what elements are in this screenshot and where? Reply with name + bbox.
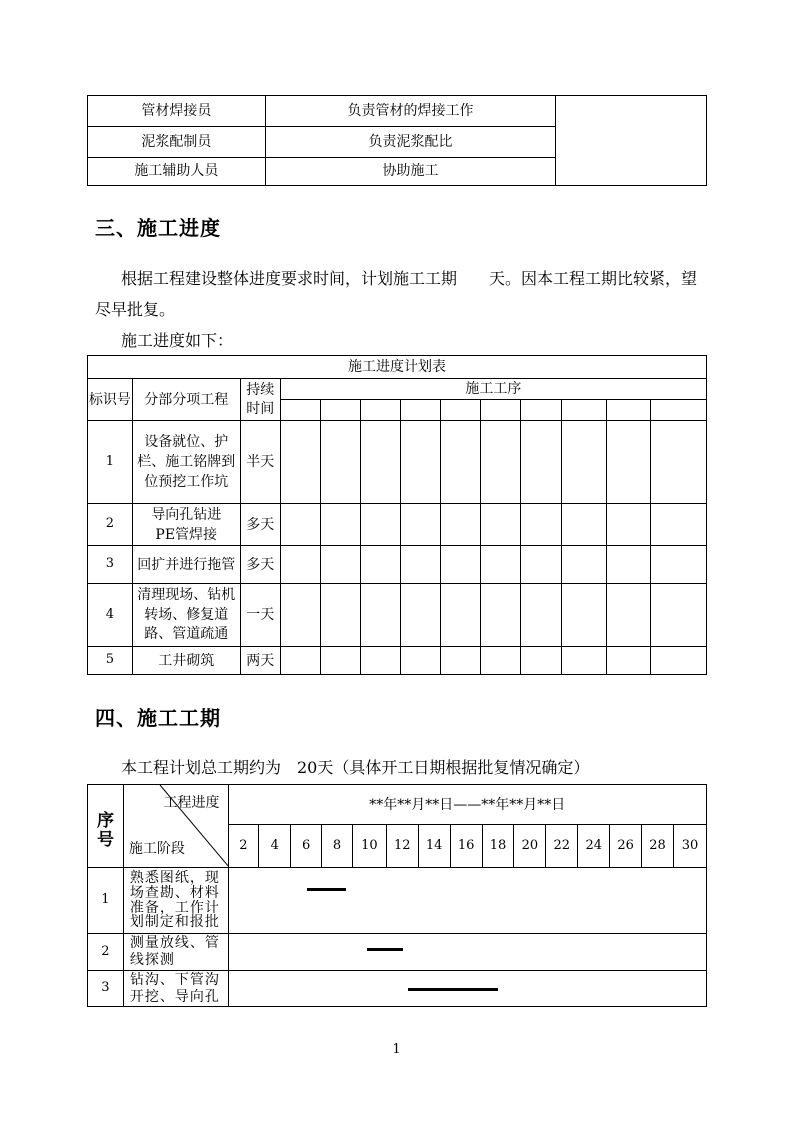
day-header-cell: 18 <box>482 825 514 868</box>
col-item-header: 分部分项工程 <box>132 379 240 421</box>
row-stage: 测量放线、管线探测 <box>123 934 228 971</box>
seq-header-text: 序号 <box>96 811 114 850</box>
gantt-bar-cell <box>228 934 707 971</box>
row-id: 2 <box>88 504 133 546</box>
seq-header <box>88 785 124 868</box>
section3-paragraph <box>95 263 715 325</box>
row-id: 4 <box>88 584 133 647</box>
gantt-bar <box>367 948 403 951</box>
day-header-cell: 2 <box>228 825 259 868</box>
gantt-bar <box>307 888 346 891</box>
row-id: 5 <box>88 647 133 675</box>
row-duration: 多天 <box>240 504 280 546</box>
process-cell <box>561 400 607 421</box>
process-cell <box>280 400 320 421</box>
table-row <box>88 96 707 127</box>
section4-paragraph: 本工程计划总工期约为 20天（具体开工日期根据批复情况确定） <box>121 758 590 777</box>
section4-heading: 四、施工工期 <box>95 706 221 730</box>
gantt-table <box>87 784 707 1007</box>
schedule-table <box>87 355 707 675</box>
gantt-bar-cell <box>228 868 707 934</box>
page-number: 1 <box>392 1042 401 1057</box>
day-header-cell: 16 <box>450 825 482 868</box>
day-header-cell: 20 <box>514 825 546 868</box>
diagonal-header <box>123 785 228 868</box>
para-line: 根据工程建设整体进度要求时间，计划施工工期 天。因本工程工期比较紧，望 <box>121 269 698 288</box>
row-item: 清理现场、钻机转场、修复道路、管道疏通 <box>132 584 240 647</box>
section3-intro: 施工进度如下： <box>121 331 234 350</box>
row-id: 3 <box>88 546 133 584</box>
row-duration: 一天 <box>240 584 280 647</box>
table-row <box>88 868 707 934</box>
day-header-cell: 10 <box>352 825 386 868</box>
role-cell: 泥浆配制员 <box>88 127 266 158</box>
day-header-cell: 8 <box>322 825 353 868</box>
row-seq: 3 <box>88 971 124 1007</box>
process-cell <box>440 400 480 421</box>
table-row <box>88 546 707 584</box>
day-header-cell: 6 <box>291 825 322 868</box>
gantt-bar-cell <box>228 971 707 1007</box>
date-range: **年**月**日——**年**月**日 <box>228 785 707 825</box>
col-duration-header: 持续时间 <box>240 379 280 421</box>
day-header-cell: 22 <box>546 825 578 868</box>
col-id-header: 标识号 <box>88 379 133 421</box>
progress-header-label: 工程进度 <box>163 795 220 811</box>
para-line: 尽早批复。 <box>95 300 176 319</box>
duty-cell: 负责泥浆配比 <box>265 127 556 158</box>
table-row <box>88 971 707 1007</box>
row-duration: 多天 <box>240 546 280 584</box>
day-header-cell: 30 <box>673 825 706 868</box>
duty-cell: 协助施工 <box>265 158 556 186</box>
gantt-bar <box>408 988 499 991</box>
row-stage: 钻沟、下管沟开挖、导向孔 <box>123 971 228 1007</box>
roles-table <box>87 95 707 186</box>
row-id: 1 <box>88 421 133 504</box>
row-item: 工井砌筑 <box>132 647 240 675</box>
row-stage: 熟悉图纸，现场查勘、材料准备，工作计划制定和报批 <box>123 868 228 934</box>
process-cell <box>651 400 707 421</box>
schedule-title: 施工进度计划表 <box>88 356 707 379</box>
table-row <box>88 647 707 675</box>
process-cell <box>320 400 360 421</box>
process-cell <box>607 400 651 421</box>
process-cell <box>360 400 400 421</box>
row-duration: 两天 <box>240 647 280 675</box>
blank-cell <box>556 96 707 186</box>
row-item: 导向孔钻进PE管焊接 <box>132 504 240 546</box>
day-header-cell: 14 <box>418 825 450 868</box>
table-row <box>88 934 707 971</box>
process-cell <box>520 400 561 421</box>
duty-cell: 负责管材的焊接工作 <box>265 96 556 127</box>
process-cell <box>400 400 440 421</box>
row-seq: 1 <box>88 868 124 934</box>
row-seq: 2 <box>88 934 124 971</box>
table-row <box>88 504 707 546</box>
section3-heading: 三、施工进度 <box>95 216 221 240</box>
day-header-cell: 4 <box>259 825 291 868</box>
row-duration: 半天 <box>240 421 280 504</box>
day-header-cell: 12 <box>386 825 418 868</box>
role-cell: 管材焊接员 <box>88 96 266 127</box>
row-item: 回扩并进行拖管 <box>132 546 240 584</box>
day-header-cell: 24 <box>578 825 610 868</box>
stage-header-label: 施工阶段 <box>128 840 185 857</box>
process-cell <box>480 400 520 421</box>
col-process-header: 施工工序 <box>280 379 706 400</box>
day-header-cell: 26 <box>610 825 642 868</box>
table-row <box>88 421 707 504</box>
role-cell: 施工辅助人员 <box>88 158 266 186</box>
row-item: 设备就位、护栏、施工铭牌到位预挖工作坑 <box>132 421 240 504</box>
day-header-cell: 28 <box>642 825 674 868</box>
table-row <box>88 584 707 647</box>
